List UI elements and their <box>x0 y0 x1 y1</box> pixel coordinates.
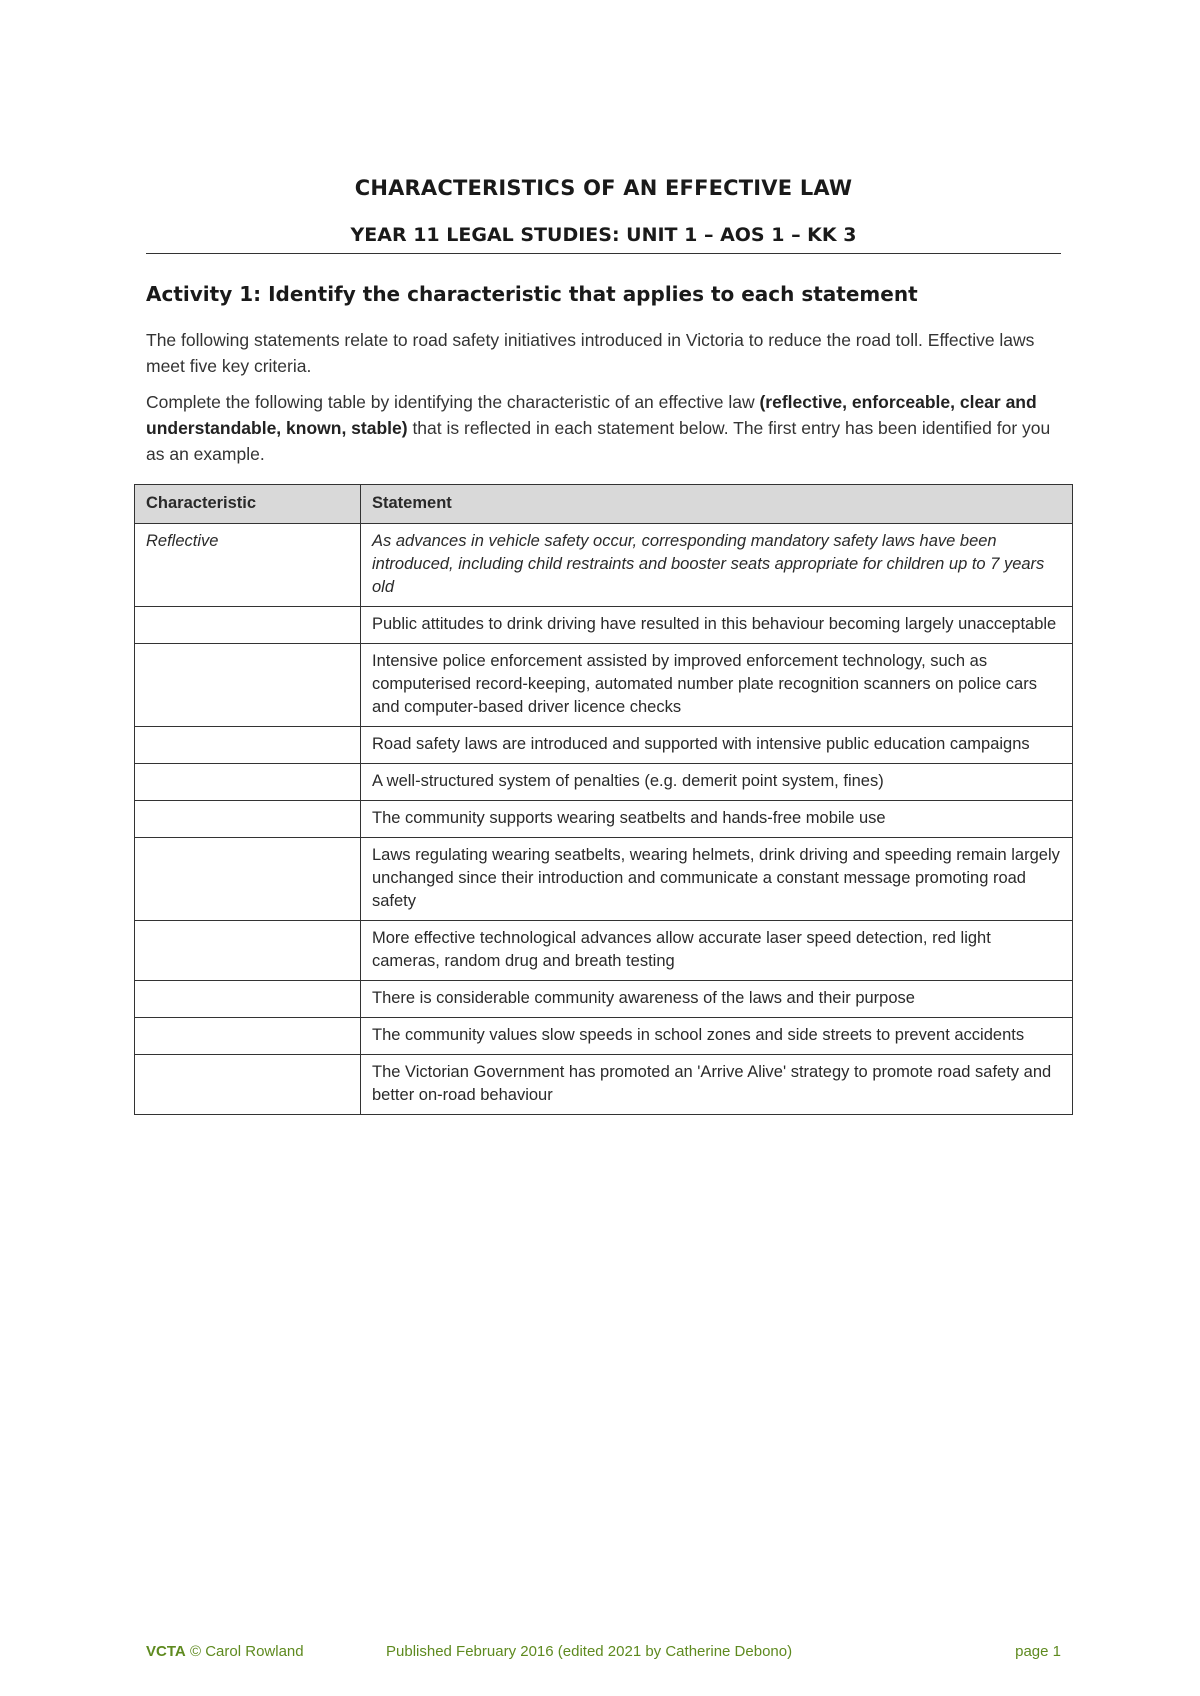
statement-cell: There is considerable community awareness of the laws and their purpose <box>361 981 1073 1018</box>
table-row <box>135 921 1073 981</box>
footer-copyright: © Carol Rowland <box>190 1643 304 1660</box>
statement-cell: Road safety laws are introduced and supported with intensive public education campaigns <box>361 727 1073 764</box>
statement-cell: Public attitudes to drink driving have resulted in this behaviour becoming largely unacceptable <box>361 607 1073 644</box>
page-footer <box>146 1643 1061 1667</box>
table-row <box>135 981 1073 1018</box>
statement-cell: As advances in vehicle safety occur, corresponding mandatory safety laws have been introduced, including child restraints and booster seats appropriate for children up to 7 years old <box>361 524 1073 607</box>
statement-cell: More effective technological advances allow accurate laser speed detection, red light cameras, random drug and breath testing <box>361 921 1073 981</box>
statement-cell: The community supports wearing seatbelts and hands-free mobile use <box>361 801 1073 838</box>
characteristic-cell[interactable] <box>135 921 361 981</box>
title-divider <box>146 253 1061 254</box>
instruction-text: Complete the following table by identifying the characteristic of an effective law <box>146 392 760 412</box>
footer-page-number: page 1 <box>1015 1643 1061 1660</box>
statement-cell: The Victorian Government has promoted an 'Arrive Alive' strategy to promote road safety and better on-road behaviour <box>361 1055 1073 1115</box>
statement-cell: Intensive police enforcement assisted by improved enforcement technology, such as computerised record-keeping, automated number plate recognition scanners on police cars and computer-based driver licence checks <box>361 644 1073 727</box>
characteristic-cell[interactable] <box>135 838 361 921</box>
column-header-statement: Statement <box>361 485 1073 524</box>
instruction-text-end: that is reflected in each statement below. The first entry has been identified for you as an example. <box>146 418 1051 464</box>
intro-paragraph: The following statements relate to road safety initiatives introduced in Victoria to reduce the road toll. Effective laws meet five key criteria. <box>146 330 1035 376</box>
table-row <box>135 1018 1073 1055</box>
characteristic-cell[interactable] <box>135 1055 361 1115</box>
column-header-characteristic: Characteristic <box>135 485 361 524</box>
characteristic-cell[interactable] <box>135 981 361 1018</box>
characteristic-cell[interactable] <box>135 1018 361 1055</box>
characteristic-cell[interactable] <box>135 607 361 644</box>
table-row <box>135 764 1073 801</box>
statement-cell: Laws regulating wearing seatbelts, wearing helmets, drink driving and speeding remain largely unchanged since their introduction and communicate a constant message promoting road safety <box>361 838 1073 921</box>
characteristic-cell[interactable] <box>135 801 361 838</box>
table-row <box>135 644 1073 727</box>
footer-published: Published February 2016 (edited 2021 by Catherine Debono) <box>386 1643 793 1660</box>
document-title: CHARACTERISTICS OF AN EFFECTIVE LAW <box>354 176 853 200</box>
table-row <box>135 1055 1073 1115</box>
table-row <box>135 838 1073 921</box>
characteristic-cell[interactable] <box>135 644 361 727</box>
statement-cell: A well-structured system of penalties (e.g. demerit point system, fines) <box>361 764 1073 801</box>
characteristics-table <box>134 484 1073 1115</box>
instruction-paragraph <box>146 389 1061 467</box>
table-row <box>135 727 1073 764</box>
table-row <box>135 607 1073 644</box>
statement-cell: The community values slow speeds in school zones and side streets to prevent accidents <box>361 1018 1073 1055</box>
table-body <box>135 524 1073 1115</box>
characteristic-cell: Reflective <box>135 524 361 607</box>
document-subtitle: YEAR 11 LEGAL STUDIES: UNIT 1 – AOS 1 – KK 3 <box>350 224 857 246</box>
activity-heading: Activity 1: Identify the characteristic that applies to each statement <box>146 282 918 306</box>
footer-org: VCTA <box>146 1643 186 1660</box>
criteria-list: (reflective, enforceable, clear and understandable, known, stable) <box>146 392 1037 438</box>
table-header-row <box>135 485 1073 524</box>
characteristic-cell[interactable] <box>135 764 361 801</box>
table-row <box>135 801 1073 838</box>
characteristic-cell[interactable] <box>135 727 361 764</box>
table-row <box>135 524 1073 607</box>
